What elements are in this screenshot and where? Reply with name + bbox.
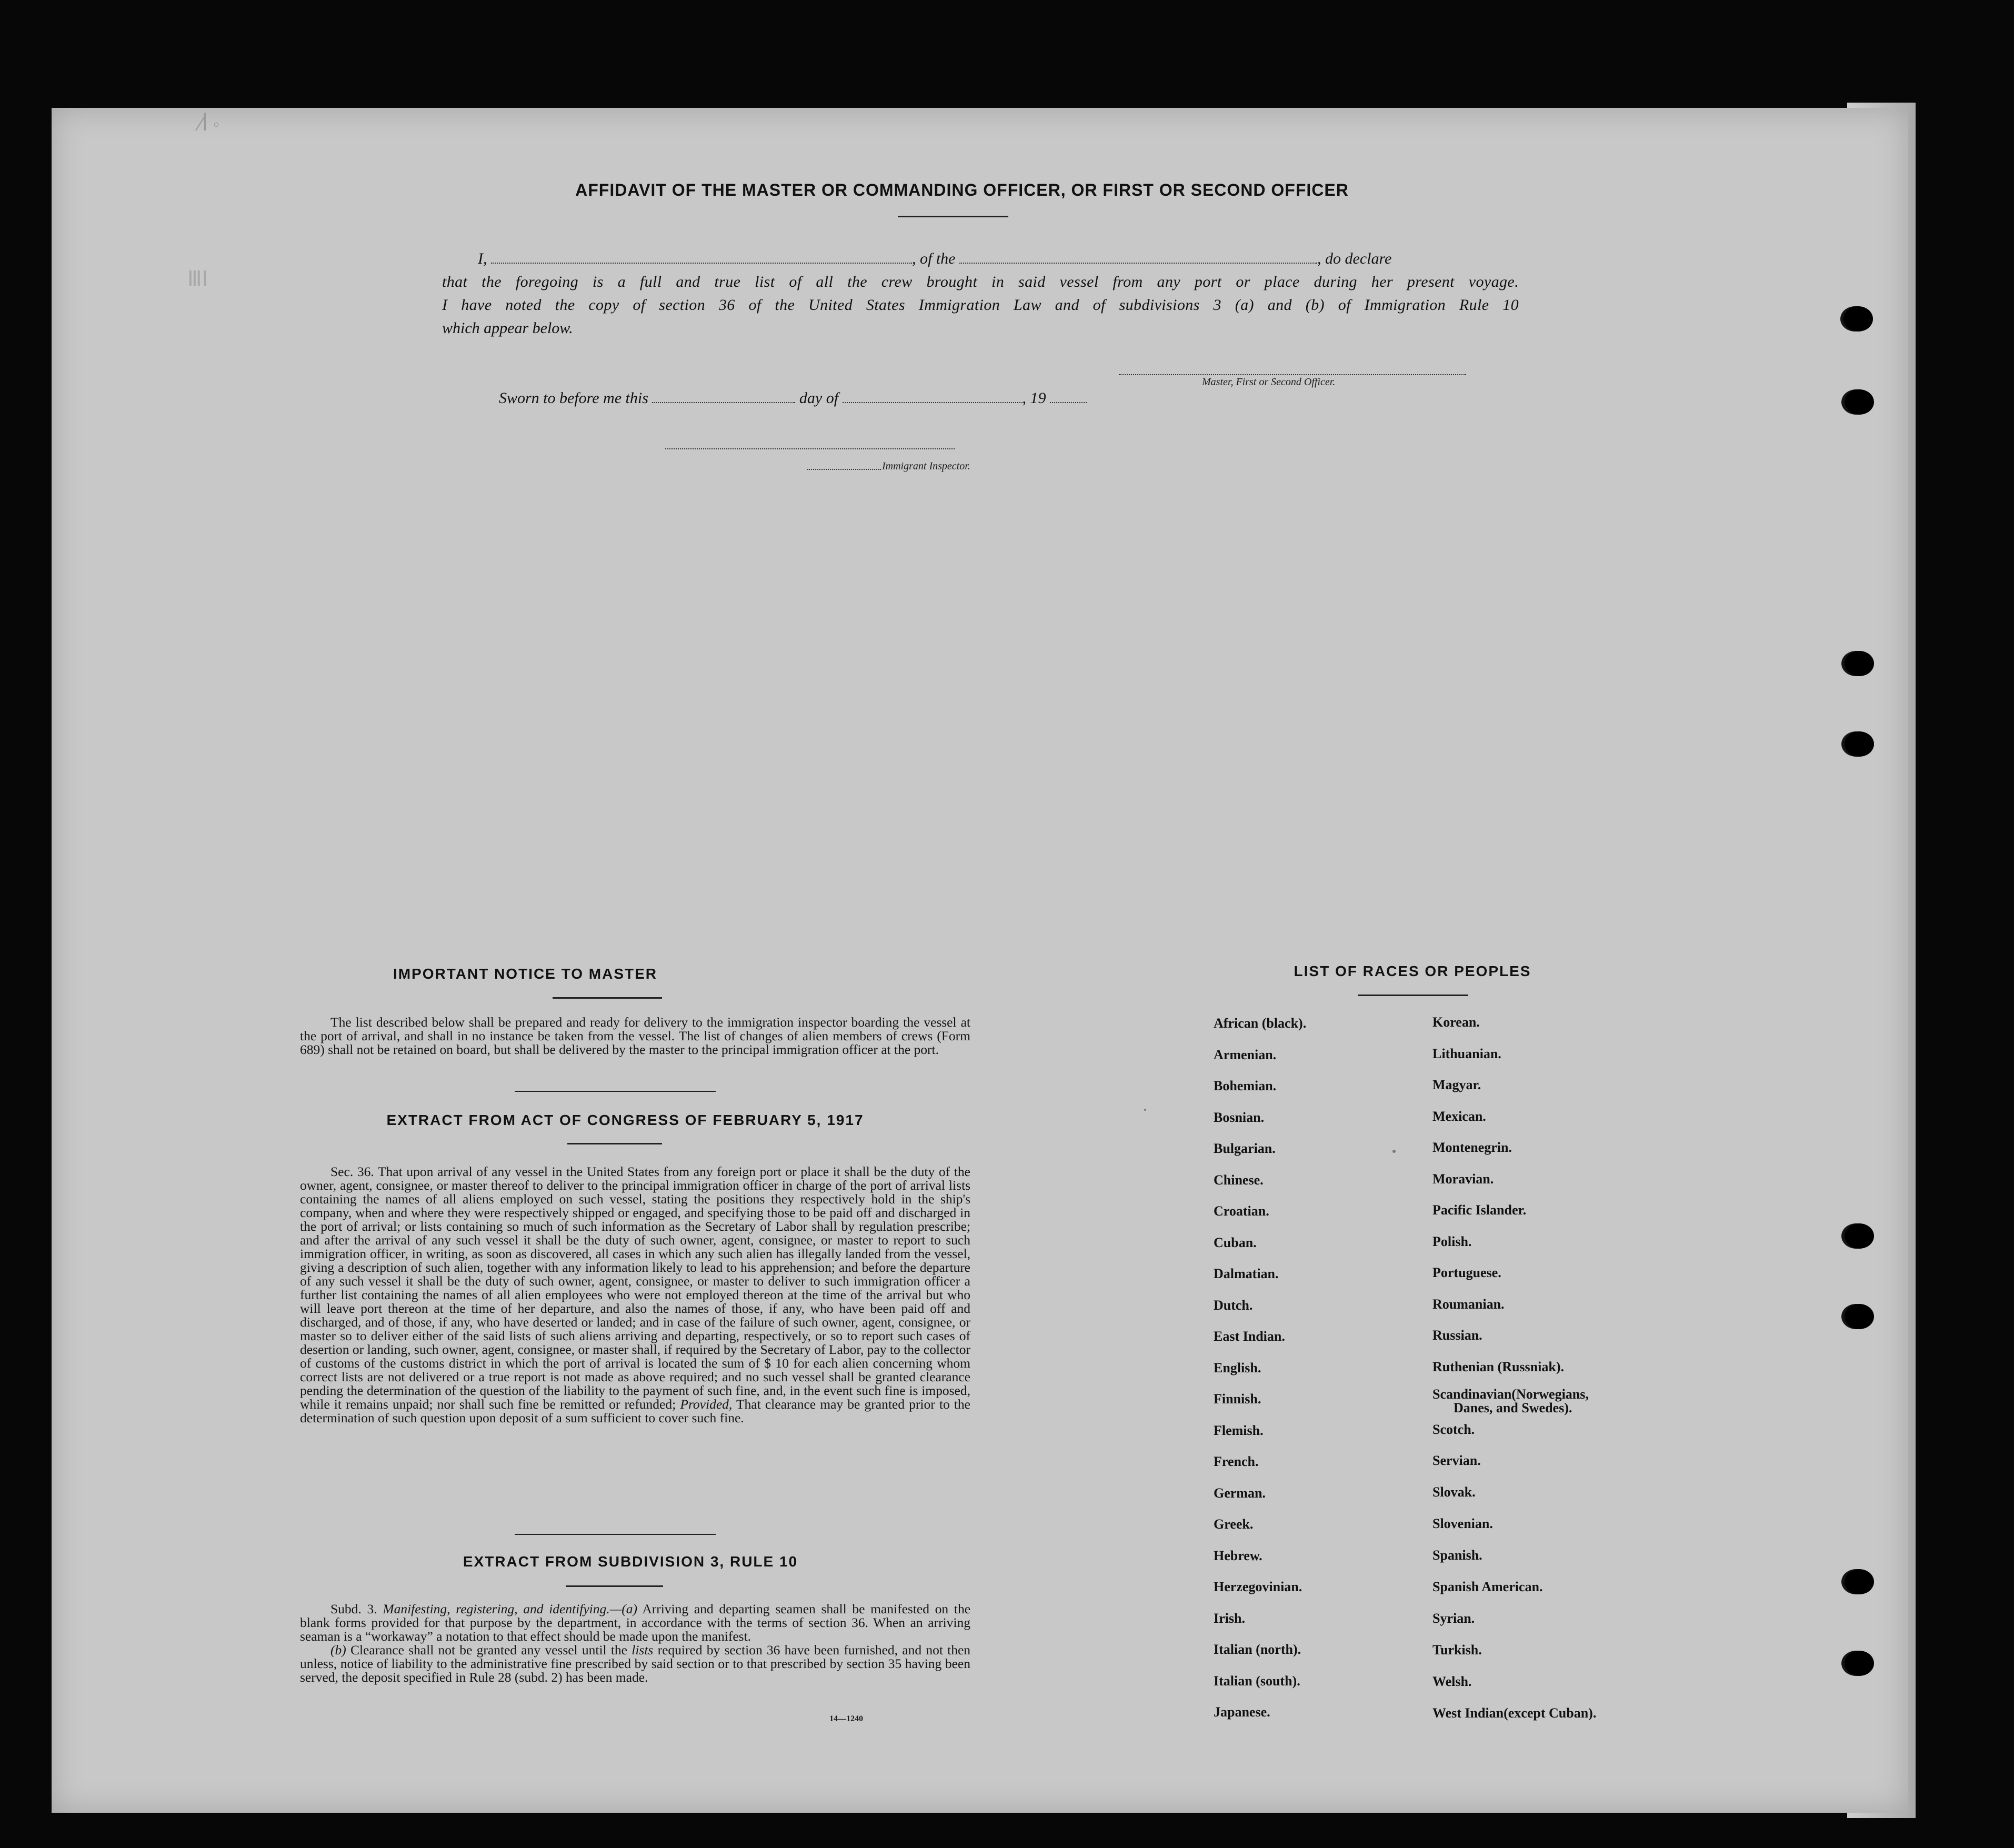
race-item: Russian. [1432, 1328, 1482, 1343]
inspector-short-line [807, 466, 881, 470]
affidavit-line-2: that the foregoing is a full and true list of all the crew brought in said vessel from any port or place during her present voyage. [442, 273, 1519, 290]
race-item: Bosnian. [1214, 1109, 1265, 1125]
race-item: Hebrew. [1214, 1548, 1262, 1563]
rule-subd-heading: Manifesting, registering, and identifying.—(a) [383, 1601, 638, 1616]
master-signature-line[interactable] [1119, 371, 1466, 375]
punch-hole-icon [1845, 1651, 1874, 1676]
form-page [52, 108, 1908, 1813]
rule-para-2b: required by section 36 have been furnished, and not then unless, notice of liability to the administrative fine prescribed by said section or to that prescribed by section 35 having been served, the deposit specified in Rule 28 (subd. 2) has been made. [300, 1642, 971, 1685]
form-number: 14—1240 [829, 1714, 863, 1723]
race-item: Herzegovinian. [1214, 1579, 1302, 1594]
notice-divider [515, 1091, 716, 1092]
race-item: Cuban. [1214, 1234, 1257, 1250]
rule-lists: lists [632, 1642, 654, 1658]
race-item: Bulgarian. [1214, 1141, 1276, 1156]
race-item: Flemish. [1214, 1422, 1264, 1438]
affidavit-do-declare: , do declare [1317, 250, 1392, 267]
pencil-mark: ∕ꟾ ◦ [199, 113, 220, 135]
name-blank[interactable] [491, 259, 912, 264]
rule-title: EXTRACT FROM SUBDIVISION 3, RULE 10 [463, 1553, 798, 1570]
affidavit-line-3: I have noted the copy of section 36 of the United States Immigration Law and of subdivisions 3 (a) and (b) of Immigration Rule 10 [442, 296, 1519, 314]
race-item: Magyar. [1432, 1077, 1481, 1092]
races-title-rule [1358, 995, 1468, 996]
notice-title: IMPORTANT NOTICE TO MASTER [393, 966, 658, 982]
race-item: Dutch. [1214, 1297, 1253, 1313]
race-item: West Indian(except Cuban). [1432, 1705, 1597, 1721]
races-title: LIST OF RACES OR PEOPLES [1294, 963, 1531, 979]
race-item: Moravian. [1432, 1171, 1494, 1187]
race-item: Spanish American. [1432, 1579, 1543, 1594]
race-item: Greek. [1214, 1516, 1254, 1532]
race-item: Armenian. [1214, 1047, 1277, 1062]
race-item: Polish. [1432, 1233, 1472, 1249]
race-item: Turkish. [1432, 1642, 1482, 1658]
act-divider [515, 1534, 716, 1535]
rule-title-rule [566, 1585, 663, 1587]
sworn-text: Sworn to before me this [499, 389, 648, 407]
punch-hole-icon [1843, 306, 1873, 332]
race-item: Syrian. [1432, 1611, 1475, 1626]
race-item: Korean. [1432, 1015, 1480, 1030]
act-body [300, 1165, 970, 1425]
race-item: Scotch. [1432, 1422, 1475, 1437]
race-item: Italian (north). [1214, 1642, 1301, 1657]
punch-hole-icon [1845, 731, 1874, 757]
inspector-caption: Immigrant Inspector. [882, 460, 970, 472]
sworn-day-blank[interactable] [652, 399, 795, 403]
race-item: Lithuanian. [1432, 1046, 1501, 1061]
race-item: Croatian. [1214, 1203, 1269, 1219]
act-section-text-2: That clearance may be granted prior to the determination of such question upon deposit of a sum sufficient to cover such fine. [300, 1397, 970, 1425]
race-item: Montenegrin. [1432, 1140, 1512, 1155]
race-item: Bohemian. [1214, 1078, 1277, 1093]
affidavit-body [442, 247, 1519, 340]
notice-title-rule [553, 997, 662, 999]
race-item: Pacific Islander. [1432, 1202, 1527, 1218]
race-item: Italian (south). [1214, 1673, 1300, 1689]
race-item: Spanish. [1432, 1548, 1482, 1563]
affidavit-title: AFFIDAVIT OF THE MASTER OR COMMANDING OFFICER, OR FIRST OR SECOND OFFICER [575, 180, 1349, 199]
master-caption: Master, First or Second Officer. [1202, 376, 1336, 388]
punch-hole-icon [1845, 389, 1874, 415]
race-item: Irish. [1214, 1610, 1245, 1626]
race-item: Servian. [1432, 1453, 1481, 1468]
year-text: , 19 [1022, 389, 1046, 407]
affidavit-of-the: , of the [912, 250, 956, 267]
act-title-rule [567, 1143, 662, 1144]
act-section-text: Sec. 36. That upon arrival of any vessel in the United States from any foreign port or place it shall be the duty of the owner, agent, consignee, or master thereof to deliver to the principal immigration officer in charge of the port of arrival lists containing the names of all aliens employed on such vessel, stating the positions they respectively hold in the ship's company, when and where they were respectively shipped or engaged, and specifying those to be paid off and discharged in the port of arrival; or lists containing so much of such information as the Secretary of Labor shall by regulation prescribe; and after the arrival of any such vessel it shall be the duty of such owner, agent, consignee, or master to report to such immigration officer, in writing, as soon as discovered, all cases in which any such alien has illegally landed from the vessel, giving a description of such alien, together with any information likely to lead to his apprehension; and before the departure of any such vessel it shall be the duty of such owner, agent, consignee, or master to deliver to such immigration officer a further list containing the names of all alien employees who were not employed thereon at the time of the arrival but who will leave port thereon at the time of her departure, and also the names of those, if any, who have been paid off and discharged, and of those, if any, who have deserted or landed; and in case of the failure of such owner, agent, consignee, or master so to deliver either of the said lists of such aliens arriving and departing, respectively, or so to report such cases of desertion or landing, such owner, agent, consignee, or master shall, if required by the Secretary of Labor, pay to the collector of customs of the customs district in which the port of arrival is located the sum of $ 10 for each alien concerning whom correct lists are not delivered or a true report is not made as above required; and no such vessel shall be granted clearance pending the determination of the question of the liability to the payment of such fine, and, in the event such fine is imposed, while it remains unpaid; nor shall such fine be remitted or refunded; [300, 1164, 970, 1412]
punch-hole-icon [1845, 1223, 1874, 1249]
speck [1392, 1150, 1396, 1153]
rule-para-2a: Clearance shall not be granted any vessel until the [350, 1642, 627, 1658]
notice-body [300, 1016, 970, 1057]
race-item: Slovenian. [1432, 1516, 1493, 1531]
inspector-signature-line[interactable] [665, 445, 955, 449]
rule-body [300, 1602, 970, 1684]
race-item: Ruthenian (Russniak). [1432, 1359, 1564, 1374]
rule-subd-lead: Subd. 3. [330, 1601, 377, 1616]
race-item: Mexican. [1432, 1108, 1486, 1124]
punch-hole-icon [1845, 1569, 1874, 1594]
sworn-year-blank[interactable] [1050, 399, 1087, 403]
race-item: Chinese. [1214, 1172, 1264, 1188]
race-item: English. [1214, 1360, 1261, 1375]
race-item: African (black). [1214, 1016, 1307, 1031]
race-item: Finnish. [1214, 1391, 1261, 1407]
sworn-month-blank[interactable] [843, 399, 1023, 403]
race-item: Japanese. [1214, 1704, 1270, 1720]
speck [1144, 1109, 1146, 1111]
act-title: EXTRACT FROM ACT OF CONGRESS OF FEBRUARY 5, 1917 [386, 1112, 864, 1128]
vessel-blank[interactable] [959, 259, 1317, 264]
race-item: East Indian. [1214, 1329, 1285, 1344]
race-item: German. [1214, 1485, 1266, 1501]
race-item: French. [1214, 1454, 1259, 1469]
race-item: Danes, and Swedes). [1454, 1400, 1572, 1415]
affidavit-line-4: which appear below. [442, 319, 573, 337]
race-item: Welsh. [1432, 1674, 1472, 1689]
race-item: Dalmatian. [1214, 1266, 1279, 1281]
notice-paragraph: The list described below shall be prepared and ready for delivery to the immigration inspector boarding the vessel at the port of arrival, and shall in no instance be taken from the vessel. The list of changes of alien members of crews (Form 689) shall not be retained on board, but shall be delivered by the master to the principal immigration officer at the port. [300, 1015, 970, 1057]
race-item: Scandinavian(Norwegians, [1432, 1387, 1589, 1402]
affidavit-title-rule [898, 216, 1008, 217]
race-item: Portuguese. [1432, 1265, 1501, 1280]
punch-hole-icon [1845, 651, 1874, 676]
sworn-line [499, 387, 1087, 410]
affidavit-i: I, [478, 250, 487, 267]
race-item: Roumanian. [1432, 1296, 1505, 1312]
day-of-text: day of [799, 389, 839, 407]
act-provided: Provided, [680, 1397, 733, 1412]
rule-b-lead: (b) [330, 1642, 346, 1658]
race-item: Slovak. [1432, 1484, 1476, 1500]
rule-para-1: Arriving and departing seamen shall be manifested on the blank forms provided for that purpose by the department, in accordance with the terms of section 36. When an arriving seaman is a “workaway” a notation to that effect should be made upon the manifest. [300, 1601, 971, 1644]
affidavit-line-1 [478, 247, 1519, 270]
punch-hole-icon [1845, 1304, 1874, 1329]
pencil-mark: ⅢⅠ [187, 267, 208, 290]
